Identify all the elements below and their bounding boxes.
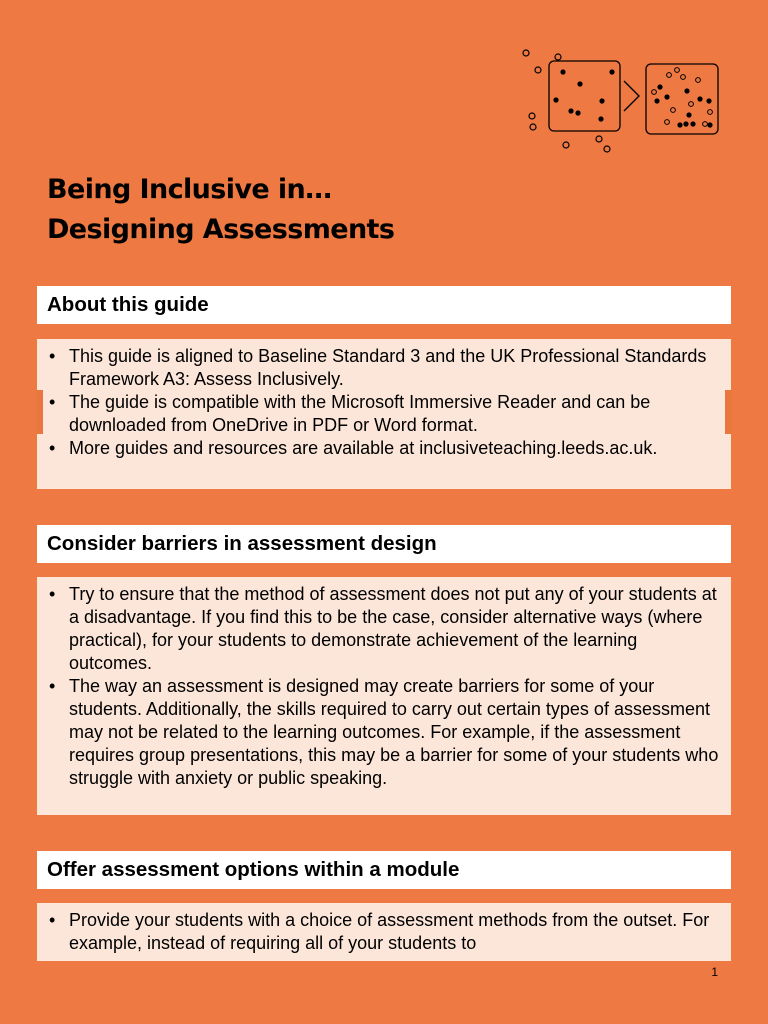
section-header-options (37, 851, 731, 889)
title-line-1: Being Inclusive in… (47, 174, 332, 205)
section-header-barriers (37, 525, 731, 563)
page-number: 1 (711, 965, 718, 979)
bullet-list (47, 583, 719, 790)
section-content-barriers (37, 577, 731, 815)
list-item: • The guide is compatible with the Microsoft Immersive Reader and can be downloaded from OneDrive in PDF or Word format. (47, 391, 719, 437)
bullet-list (47, 909, 719, 955)
particles-moving-into-boxes-icon (520, 46, 726, 154)
bullet-list (47, 345, 719, 460)
list-item: • The way an assessment is designed may create barriers for some of your students. Additionally, the skills required to carry out certain types of assessment may not be related to the learning outcomes. For example, if the assessment requires group presentations, this may be a barrier for some of your students who struggle with anxiety or public speaking. (47, 675, 719, 790)
section-heading: Offer assessment options within a module (47, 858, 460, 881)
list-item: • Try to ensure that the method of assessment does not put any of your students at a disadvantage. If you find this to be the case, consider alternative ways (where practical), for your students to demonstrate achievement of the learning outcomes. (47, 583, 719, 675)
section-heading: Consider barriers in assessment design (47, 532, 437, 555)
section-heading: About this guide (47, 293, 209, 316)
list-item: • This guide is aligned to Baseline Standard 3 and the UK Professional Standards Framework A3: Assess Inclusively. (47, 345, 719, 391)
section-content-about (37, 339, 731, 489)
list-item: • Provide your students with a choice of assessment methods from the outset. For example, instead of requiring all of your students to (47, 909, 719, 955)
list-item: • More guides and resources are available at inclusiveteaching.leeds.ac.uk. (47, 437, 719, 460)
left-margin-marker (37, 390, 43, 434)
right-margin-marker (725, 390, 731, 434)
section-content-options (37, 903, 731, 961)
title-line-2: Designing Assessments (47, 214, 395, 245)
page-title (47, 170, 394, 250)
section-header-about (37, 286, 731, 324)
